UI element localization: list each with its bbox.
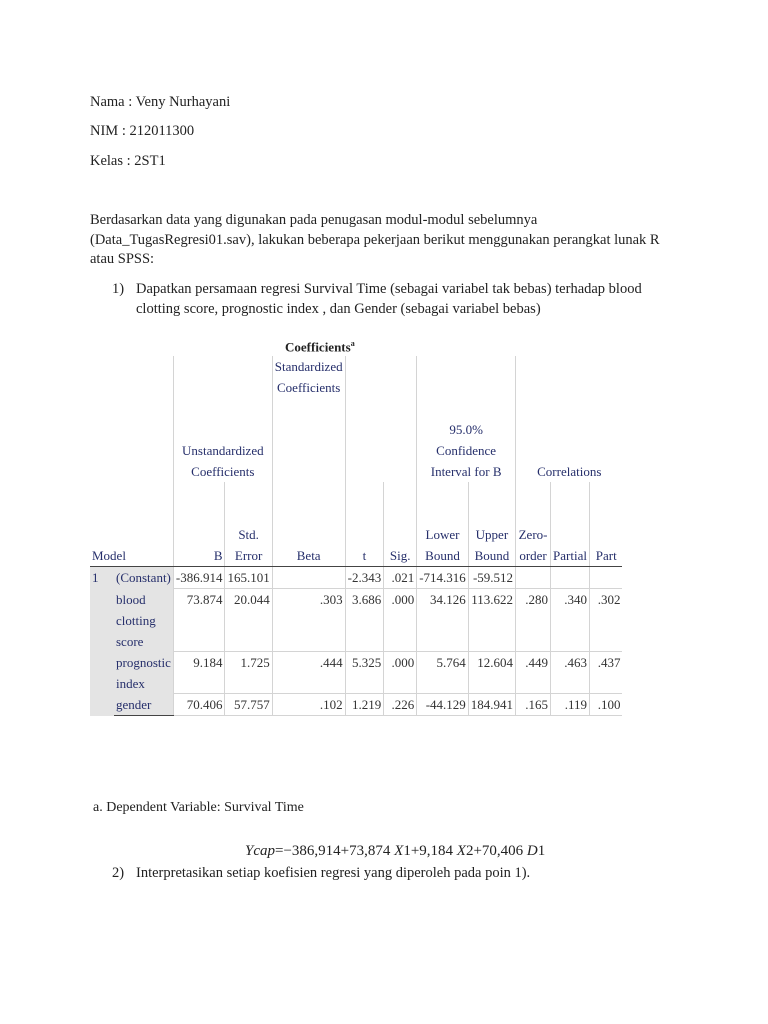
cell-part: .100 bbox=[589, 694, 622, 716]
cell-std-error: 57.757 bbox=[225, 694, 272, 716]
cell-partial: .340 bbox=[551, 589, 590, 652]
task-number: 2) bbox=[112, 865, 125, 881]
cell-sig: .000 bbox=[384, 589, 417, 652]
table-row bbox=[90, 589, 622, 652]
cell-lower: 5.764 bbox=[417, 652, 469, 694]
correlations-header: Correlations bbox=[516, 356, 623, 482]
row-label: gender bbox=[114, 694, 173, 716]
task-text: Interpretasikan setiap koefisien regresi yang diperoleh pada poin 1). bbox=[136, 865, 531, 881]
cell-partial bbox=[551, 567, 590, 589]
cell-b: -386.914 bbox=[173, 567, 225, 589]
cell-std-error: 165.101 bbox=[225, 567, 272, 589]
column-header-row bbox=[90, 482, 622, 567]
task-text: Dapatkan persamaan regresi Survival Time (sebagai variabel tak bebas) terhadap blood clotting score, prognostic index , dan Gender (sebagai variabel bebas) bbox=[136, 281, 642, 317]
col-beta: Beta bbox=[272, 482, 345, 567]
cell-beta bbox=[272, 567, 345, 589]
cell-upper: 113.622 bbox=[468, 589, 515, 652]
cell-partial: .119 bbox=[551, 694, 590, 716]
cell-upper: 184.941 bbox=[468, 694, 515, 716]
nim-line: NIM : 212011300 bbox=[90, 123, 195, 139]
unstandardized-header: Unstandardized Coefficients bbox=[173, 356, 272, 482]
col-model: Model bbox=[90, 482, 173, 567]
cell-lower: 34.126 bbox=[417, 589, 469, 652]
cell-upper: -59.512 bbox=[468, 567, 515, 589]
cell-beta: .303 bbox=[272, 589, 345, 652]
task-item-1 bbox=[112, 280, 672, 319]
name-line: Nama : Veny Nurhayani bbox=[90, 94, 231, 110]
cell-part bbox=[589, 567, 622, 589]
cell-part: .302 bbox=[589, 589, 622, 652]
cell-b: 73.874 bbox=[173, 589, 225, 652]
col-upper-bound: Upper Bound bbox=[468, 482, 515, 567]
col-zero-order: Zero-order bbox=[516, 482, 551, 567]
table-row bbox=[90, 567, 622, 589]
table-title: Coefficients$^a$ bbox=[285, 339, 355, 355]
row-label: prognostic index bbox=[114, 652, 173, 694]
cell-beta: .102 bbox=[272, 694, 345, 716]
cell-sig: .000 bbox=[384, 652, 417, 694]
regression-formula: Ycap=−386,914+73,874 X1+9,184 X2+70,406 D1 bbox=[245, 843, 546, 859]
cell-t: 3.686 bbox=[345, 589, 384, 652]
cell-zero-order bbox=[516, 567, 551, 589]
coefficients-table bbox=[90, 356, 622, 716]
cell-sig: .021 bbox=[384, 567, 417, 589]
standardized-header: Standardized Coefficients bbox=[272, 356, 345, 482]
cell-sig: .226 bbox=[384, 694, 417, 716]
cell-std-error: 20.044 bbox=[225, 589, 272, 652]
cell-t: -2.343 bbox=[345, 567, 384, 589]
task-item-2 bbox=[112, 864, 672, 884]
col-std-error: Std. Error bbox=[225, 482, 272, 567]
table-row bbox=[90, 652, 622, 694]
col-t: t bbox=[345, 482, 384, 567]
cell-std-error: 1.725 bbox=[225, 652, 272, 694]
table-header-row bbox=[90, 356, 622, 482]
cell-t: 5.325 bbox=[345, 652, 384, 694]
cell-lower: -44.129 bbox=[417, 694, 469, 716]
col-part: Part bbox=[589, 482, 622, 567]
cell-b: 70.406 bbox=[173, 694, 225, 716]
cell-beta: .444 bbox=[272, 652, 345, 694]
row-label: blood clotting score bbox=[114, 589, 173, 652]
intro-paragraph: Berdasarkan data yang digunakan pada penugasan modul-modul sebelumnya (Data_TugasRegresi01.sav), lakukan beberapa pekerjaan berikut menggunakan perangkat lunak R atau SPSS: bbox=[90, 212, 660, 267]
task-number: 1) bbox=[112, 281, 125, 297]
model-number: 1 bbox=[90, 567, 114, 716]
col-partial: Partial bbox=[551, 482, 590, 567]
cell-t: 1.219 bbox=[345, 694, 384, 716]
confidence-interval-header: 95.0% Confidence Interval for B bbox=[417, 356, 516, 482]
row-label: (Constant) bbox=[114, 567, 173, 589]
col-sig: Sig. bbox=[384, 482, 417, 567]
cell-partial: .463 bbox=[551, 652, 590, 694]
cell-part: .437 bbox=[589, 652, 622, 694]
cell-zero-order: .165 bbox=[516, 694, 551, 716]
class-line: Kelas : 2ST1 bbox=[90, 153, 166, 169]
table-row bbox=[90, 694, 622, 716]
cell-zero-order: .280 bbox=[516, 589, 551, 652]
cell-upper: 12.604 bbox=[468, 652, 515, 694]
cell-zero-order: .449 bbox=[516, 652, 551, 694]
col-b: B bbox=[173, 482, 225, 567]
cell-lower: -714.316 bbox=[417, 567, 469, 589]
table-footnote: a. Dependent Variable: Survival Time bbox=[93, 800, 304, 815]
cell-b: 9.184 bbox=[173, 652, 225, 694]
col-lower-bound: Lower Bound bbox=[417, 482, 469, 567]
